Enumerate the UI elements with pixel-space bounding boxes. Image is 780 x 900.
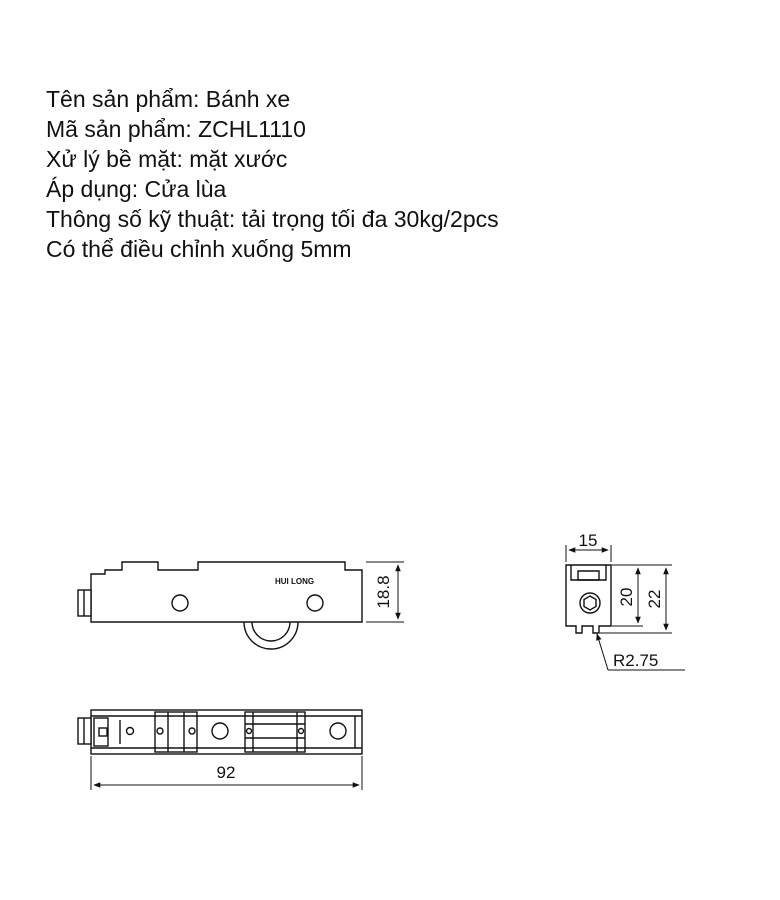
end-view [566,531,685,670]
end-view-body [566,565,611,633]
spec-product-code: Mã sản phẩm: ZCHL1110 [46,116,306,142]
side-view [78,562,404,649]
dim-total-height: 22 [645,589,664,609]
dim-radius: R2.75 [613,651,659,670]
dim-side-height: 18.8 [374,575,393,609]
spec-adjustable: Có thể điều chỉnh xuống 5mm [46,236,352,262]
spec-technical: Thông số kỹ thuật: tải trọng tối đa 30kg/2pcs [46,206,499,232]
side-view-wheel-inner [252,622,290,641]
side-view-body [91,562,362,622]
dim-length: 92 [216,763,236,782]
brand-logo: HUI LONG [275,577,315,586]
top-view [78,710,362,790]
dim-width: 15 [578,531,598,550]
spec-surface-treatment: Xử lý bề mặt: mặt xước [46,146,288,172]
dim-inner-height: 20 [617,587,636,607]
spec-product-name: Tên sản phẩm: Bánh xe [46,86,291,112]
spec-application: Áp dụng: Cửa lùa [46,176,227,202]
